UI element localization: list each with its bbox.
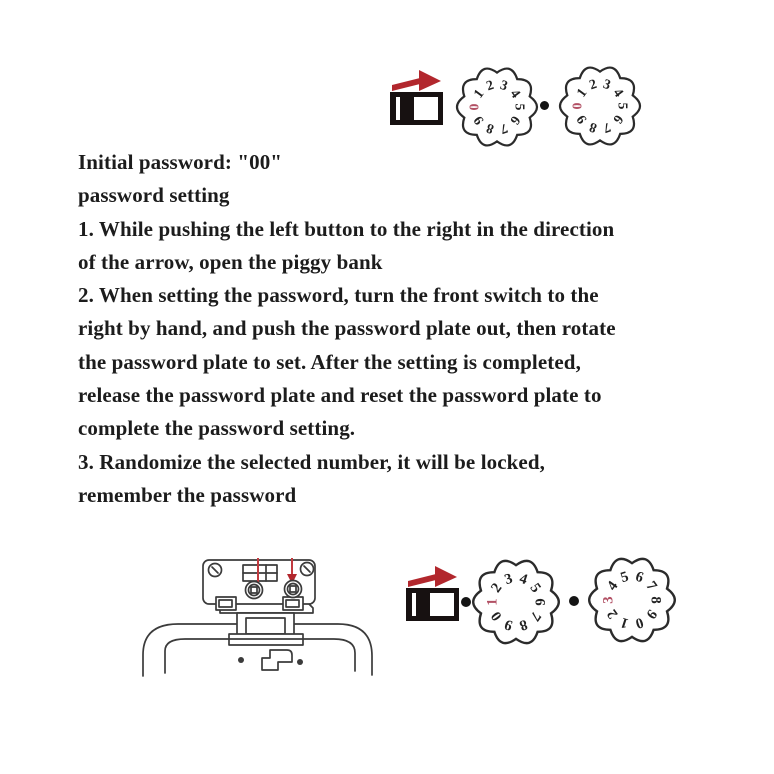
password-dial [586, 554, 678, 646]
dial-digit: 2 [488, 580, 506, 596]
dial-digit: 0 [569, 102, 585, 110]
red-arrow-head-icon [419, 70, 441, 91]
instruction-line: of the arrow, open the piggy bank [78, 249, 383, 274]
dial-digit: 8 [647, 596, 664, 604]
dial-digit: 3 [601, 76, 613, 93]
dial-digit: 8 [484, 120, 496, 137]
dial-digit: 6 [507, 113, 524, 128]
dial-digit: 6 [610, 112, 627, 127]
dial-digit: 4 [517, 570, 530, 589]
dial-digit: 6 [633, 568, 646, 587]
switch-knob [414, 97, 438, 120]
dial-digit: 9 [642, 606, 660, 622]
dial-digit: 6 [531, 598, 548, 606]
dial-digit: 2 [604, 606, 622, 622]
instruction-line: password setting [78, 183, 230, 208]
dial-digit: 1 [470, 86, 487, 101]
instruction-line: 1. While pushing the left button to the right in the direction [78, 216, 615, 241]
dial-digit: 4 [507, 86, 524, 101]
red-arrow-head-icon [435, 566, 457, 587]
lock-mechanism-diagram [140, 545, 380, 695]
instruction-line: the password plate to set. After the setting is completed, [78, 349, 581, 374]
dial-digit: 1 [573, 85, 590, 100]
dial-digit: 3 [498, 77, 510, 94]
rivet-dot [238, 657, 244, 663]
separator-dot [569, 596, 579, 606]
dial-digit: 0 [633, 613, 646, 632]
rivet-dot [297, 659, 303, 665]
dial-digit: 2 [587, 76, 599, 93]
dial-digit: 9 [470, 113, 487, 128]
instruction-line: complete the password setting. [78, 416, 356, 441]
dial-digit: 9 [573, 112, 590, 127]
instruction-line: right by hand, and push the password plate out, then rotate [78, 316, 616, 341]
dial-digit: 5 [526, 580, 544, 596]
password-dial [470, 556, 562, 648]
instruction-line: 2. When setting the password, turn the front switch to the [78, 283, 599, 308]
dial-digit: 5 [512, 103, 528, 111]
separator-dot [540, 101, 549, 110]
instruction-line: 3. Randomize the selected number, it will be locked, [78, 449, 545, 474]
instruction-text [78, 146, 770, 512]
slide-switch-icon [388, 62, 446, 126]
dial-digit: 3 [502, 570, 515, 589]
dial-digit: 3 [600, 596, 617, 604]
dial-digit: 1 [618, 613, 631, 632]
dial-digit: 8 [587, 119, 599, 136]
dial-digit: 7 [642, 578, 660, 594]
dial-digit: 2 [484, 77, 496, 94]
switch-slot [412, 593, 416, 616]
dial-digit: 9 [502, 615, 515, 634]
instruction-line: remember the password [78, 482, 297, 507]
dial-digit: 0 [488, 608, 506, 624]
dial-digit: 7 [498, 120, 510, 137]
instruction-line: Initial password: "00" [78, 150, 283, 174]
switch-slot [396, 97, 400, 120]
dial-digit: 0 [466, 103, 482, 111]
dial-digit: 8 [517, 615, 530, 634]
dial-digit: 4 [604, 578, 622, 594]
dial-digit: 5 [615, 102, 631, 110]
dial-digit: 7 [526, 608, 544, 624]
password-dial [557, 63, 643, 149]
instruction-line: release the password plate and reset the password plate to [78, 383, 602, 408]
dial-digit: 4 [610, 85, 627, 100]
dial-digit: 7 [601, 119, 613, 136]
password-dial [454, 64, 540, 150]
dial-digit: 5 [618, 568, 631, 587]
switch-knob [430, 593, 454, 616]
slide-switch-icon [404, 558, 462, 622]
latch-piece [262, 650, 292, 670]
dial-digit: 1 [484, 598, 501, 606]
